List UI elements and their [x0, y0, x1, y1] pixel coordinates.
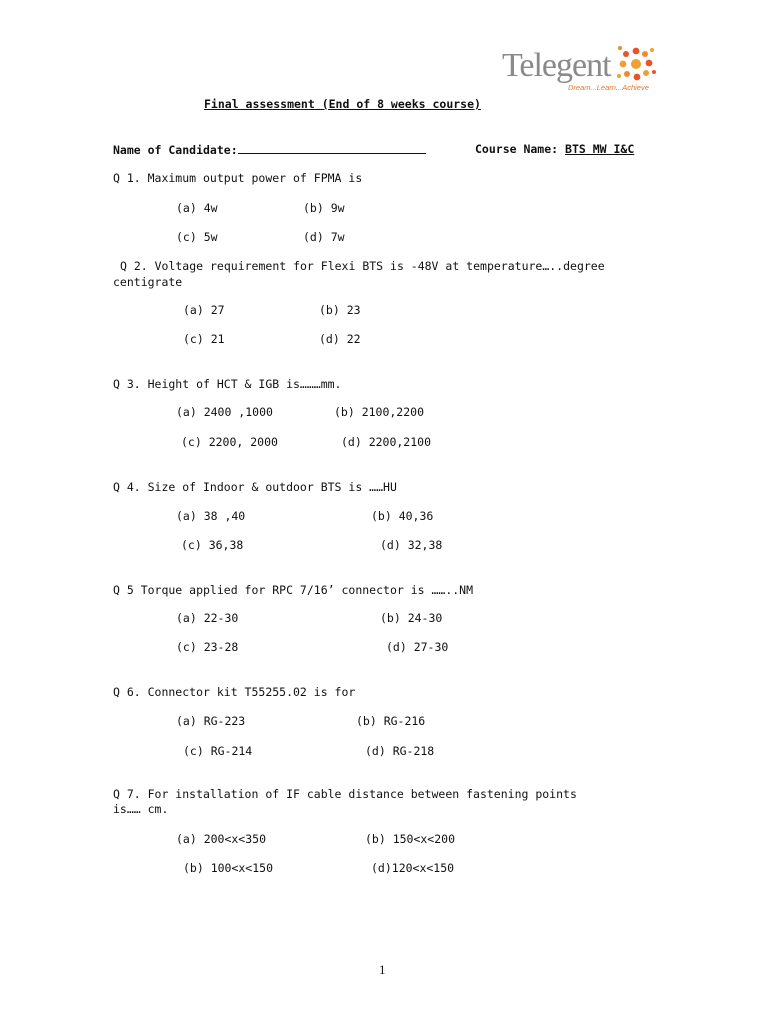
course-name-value: BTS MW I&C [565, 142, 635, 156]
option: (c) 36,38 [181, 538, 244, 552]
question-text: Q 5 Torque applied for RPC 7/16’ connector is ……..NM [113, 583, 474, 597]
option: (a) 4w [176, 201, 218, 215]
question-text: Q 7. For installation of IF cable distance between fastening points [113, 787, 577, 801]
candidate-name-label: Name of Candidate: [113, 143, 238, 157]
logo-text: Telegent [502, 47, 611, 84]
option: (d) 22 [319, 332, 361, 346]
option: (a) 38 ,40 [176, 509, 246, 523]
course-name-row [475, 142, 634, 156]
option: (b) 2100,2200 [334, 405, 425, 419]
logo-tagline: Dream...Learn...Achieve [568, 83, 649, 92]
option: (a) 200<x<350 [176, 832, 267, 846]
option: (b) 40,36 [371, 509, 434, 523]
option: (b) RG-216 [356, 714, 426, 728]
option: (d) RG-218 [365, 744, 435, 758]
option: (c) 2200, 2000 [181, 435, 278, 449]
option: (c) 21 [183, 332, 225, 346]
option: (c) 23-28 [176, 640, 239, 654]
page-number: 1 [379, 962, 386, 977]
option: (a) 2400 ,1000 [176, 405, 273, 419]
option: (d) 7w [303, 230, 345, 244]
option: (b) 23 [319, 303, 361, 317]
option: (b) 100<x<150 [183, 861, 274, 875]
candidate-name-blank [238, 142, 426, 154]
candidate-name-row [113, 142, 426, 157]
question-text: Q 2. Voltage requirement for Flexi BTS is -48V at temperature…..degree [120, 259, 605, 273]
question-text: Q 3. Height of HCT & IGB is………mm. [113, 377, 342, 391]
option: (d) 32,38 [380, 538, 443, 552]
option: (a) RG-223 [176, 714, 246, 728]
option: (c) RG-214 [183, 744, 253, 758]
question-text-continued: is…… cm. [113, 802, 169, 816]
option: (a) 27 [183, 303, 225, 317]
option: (b) 9w [303, 201, 345, 215]
option: (d) 27-30 [386, 640, 449, 654]
question-text: Q 1. Maximum output power of FPMA is [113, 171, 363, 185]
question-text-continued: centigrate [113, 275, 183, 289]
question-text: Q 4. Size of Indoor & outdoor BTS is ……HU [113, 480, 397, 494]
option: (b) 150<x<200 [365, 832, 456, 846]
option: (d)120<x<150 [371, 861, 455, 875]
question-text: Q 6. Connector kit T55255.02 is for [113, 685, 356, 699]
sun-icon [614, 42, 658, 86]
page-title: Final assessment (End of 8 weeks course) [204, 97, 481, 111]
telegent-logo [502, 42, 662, 98]
option: (a) 22-30 [176, 611, 239, 625]
course-name-label: Course Name: [475, 142, 559, 156]
option: (d) 2200,2100 [341, 435, 432, 449]
option: (c) 5w [176, 230, 218, 244]
option: (b) 24-30 [380, 611, 443, 625]
